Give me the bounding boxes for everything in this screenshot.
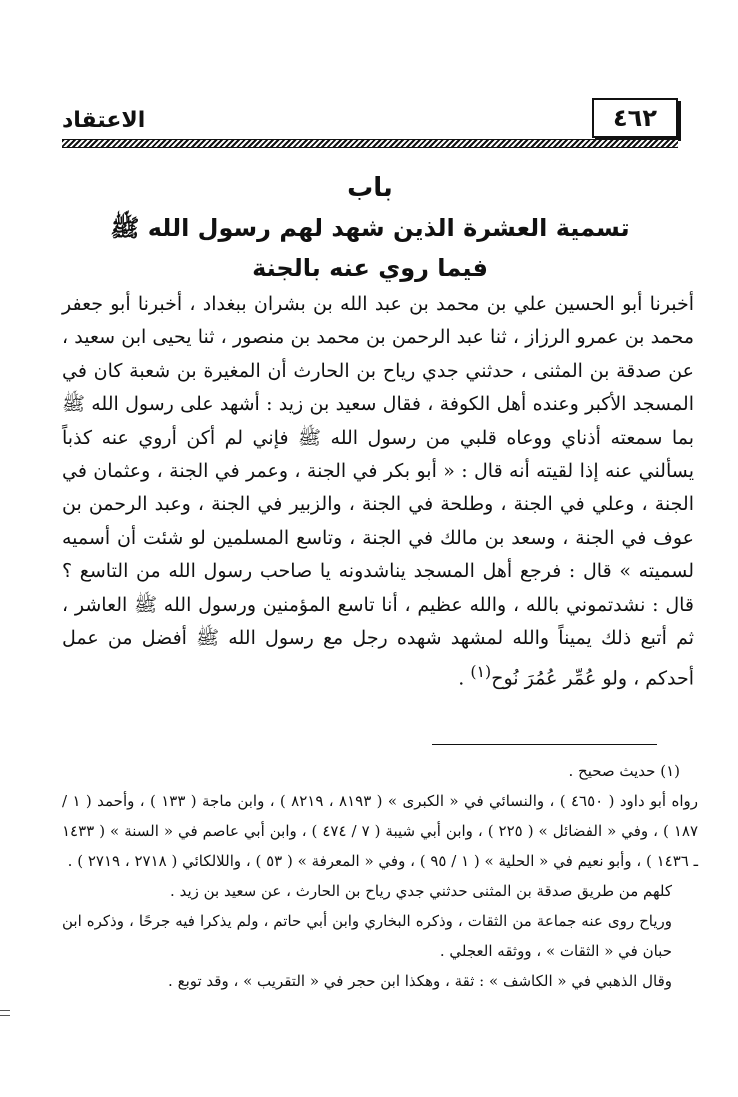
chapter-title-line-1: تسمية العشرة الذين شهد لهم رسول الله ﷺ: [110, 214, 630, 242]
footnote-paragraph: وقال الذهبي في « الكاشف » : ثقة ، وهكذا ابن حجر في « التقريب » ، وقد توبع .: [168, 972, 672, 990]
main-text-end: .: [458, 667, 471, 690]
chapter-heading: [62, 168, 678, 288]
main-text-body: أخبرنا أبو الحسين علي بن محمد بن عبد الله بن بشران ببغداد ، أخبرنا أبو جعفر محمد بن عمرو الرزاز ، ثنا عبد الرحمن بن محمد بن منصور ، ثنا يحيى ابن سعيد ، عن صدقة بن المثنى ، حدثني جدي رياح بن الحارث أن المغيرة بن شعبة كان في المسجد الأكبر وعنده أهل الكوفة ، فقال سعيد بن زيد : أشهد على رسول الله ﷺ بما سمعته أذناي ووعاه قلبي من رسول الله ﷺ فإني لم أكن أروي عنه كذباً يسألني عنه إذا لقيته أنه قال : « أبو بكر في الجنة ، وعمر في الجنة ، وعثمان في الجنة ، وعلي في الجنة ، وطلحة في الجنة ، والزبير في الجنة ، وعبد الرحمن بن عوف في الجنة ، وسعد بن مالك في الجنة ، وتاسع المسلمين لو شئت أن أسميه لسميته » قال : فرجع أهل المسجد يناشدونه يا صاحب رسول الله من التاسع ؟ قال : نشدتموني بالله ، والله عظيم ، أنا تاسع المؤمنين ورسول الله ﷺ العاشر ، ثم أتبع ذلك يميناً والله لمشهد شهده رجل مع رسول الله ﷺ أفضل من عمل أحدكم ، ولو عُمِّر عُمُرَ نُوح: [62, 293, 694, 690]
main-text: [62, 288, 694, 696]
chapter-label: باب: [347, 173, 393, 203]
running-title: الاعتقاد: [62, 108, 146, 133]
footnote-paragraph: ورياح روى عنه جماعة من الثقات ، وذكره البخاري وابن أبي حاتم ، ولم يذكرا فيه جرحًا ، وذكره ابن حبان في « الثقات » ، ووثقه العجلي .: [62, 912, 672, 960]
page-header: [62, 98, 678, 148]
footnote-reference: (١): [470, 662, 492, 682]
footnote-heading: (١) حديث صحيح .: [568, 762, 680, 780]
footnote-paragraph: كلهم من طريق صدقة بن المثنى حدثني جدي رياح بن الحارث ، عن سعيد بن زيد .: [170, 882, 672, 900]
chapter-title-line-2: فيما روي عنه بالجنة: [252, 254, 488, 282]
margin-mark: [0, 1010, 10, 1016]
footnote-paragraph: رواه أبو داود ( ٤٦٥٠ ) ، والنسائي في « الكبرى » ( ٨١٩٣ ، ٨٢١٩ ) ، وابن ماجة ( ١٣٣ ) ، وأحمد ( ١ / ١٨٧ ) ، وفي « الفضائل » ( ٢٢٥ ) ، وابن أبي شيبة ( ٧ / ٤٧٤ ) ، وابن أبي عاصم في « السنة » ( ١٤٣٣ ـ ١٤٣٦ ) ، وأبو نعيم في « الحلية » ( ١ / ٩٥ ) ، وفي « المعرفة » ( ٥٣ ) ، واللالكائي ( ٢٧١٨ ، ٢٧١٩ ) .: [62, 792, 698, 870]
footnotes: [62, 756, 698, 996]
footnote-separator: [432, 744, 657, 745]
page-number: ٤٦٢: [592, 98, 678, 138]
header-rule: [62, 139, 678, 148]
